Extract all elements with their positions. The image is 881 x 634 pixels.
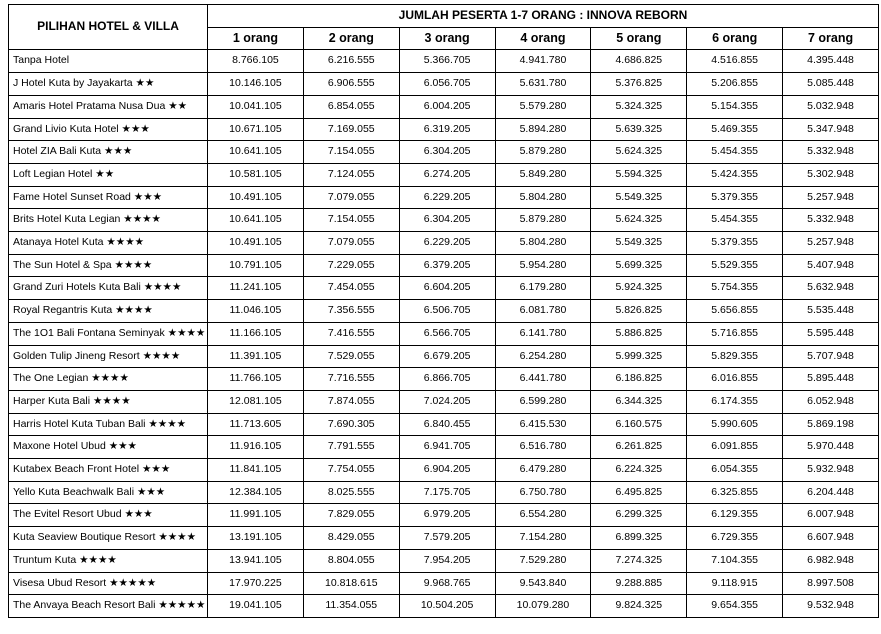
price-cell: 9.824.325 <box>591 595 687 618</box>
hotel-name-cell: Golden Tulip Jineng Resort ★★★★ <box>9 345 208 368</box>
price-cell: 5.924.325 <box>591 277 687 300</box>
price-cell: 9.118.915 <box>687 572 783 595</box>
price-cell: 6.141.780 <box>495 322 591 345</box>
price-cell: 7.079.055 <box>303 232 399 255</box>
price-cell: 6.904.205 <box>399 459 495 482</box>
price-cell: 11.766.105 <box>208 368 304 391</box>
price-cell: 5.804.280 <box>495 186 591 209</box>
price-cell: 6.304.205 <box>399 209 495 232</box>
price-cell: 6.941.705 <box>399 436 495 459</box>
price-cell: 5.302.948 <box>783 163 879 186</box>
hotel-name-cell: Harper Kuta Bali ★★★★ <box>9 390 208 413</box>
price-cell: 5.886.825 <box>591 322 687 345</box>
hotel-name-cell: The Sun Hotel & Spa ★★★★ <box>9 254 208 277</box>
price-cell: 6.840.455 <box>399 413 495 436</box>
price-cell: 5.407.948 <box>783 254 879 277</box>
price-cell: 5.829.355 <box>687 345 783 368</box>
price-cell: 8.804.055 <box>303 549 399 572</box>
hotel-name-cell: Grand Livio Kuta Hotel ★★★ <box>9 118 208 141</box>
price-cell: 6.325.855 <box>687 481 783 504</box>
price-cell: 6.604.205 <box>399 277 495 300</box>
hotel-name-cell: J Hotel Kuta by Jayakarta ★★ <box>9 73 208 96</box>
price-cell: 6.129.355 <box>687 504 783 527</box>
price-cell: 6.004.205 <box>399 95 495 118</box>
price-cell: 5.376.825 <box>591 73 687 96</box>
price-cell: 7.079.055 <box>303 186 399 209</box>
price-cell: 6.160.575 <box>591 413 687 436</box>
price-cell: 5.332.948 <box>783 141 879 164</box>
price-cell: 6.866.705 <box>399 368 495 391</box>
hotel-name-cell: The 1O1 Bali Fontana Seminyak ★★★★ <box>9 322 208 345</box>
table-row <box>9 368 879 391</box>
price-cell: 6.056.705 <box>399 73 495 96</box>
price-cell: 6.899.325 <box>591 527 687 550</box>
hotel-name-cell: Loft Legian Hotel ★★ <box>9 163 208 186</box>
hotel-name-cell: Truntum Kuta ★★★★ <box>9 549 208 572</box>
price-cell: 7.416.555 <box>303 322 399 345</box>
price-cell: 5.454.355 <box>687 209 783 232</box>
price-cell: 6.495.825 <box>591 481 687 504</box>
price-cell: 6.229.205 <box>399 186 495 209</box>
price-cell: 7.356.555 <box>303 300 399 323</box>
price-cell: 5.549.325 <box>591 232 687 255</box>
price-cell: 7.529.055 <box>303 345 399 368</box>
price-cell: 6.091.855 <box>687 436 783 459</box>
price-cell: 6.679.205 <box>399 345 495 368</box>
hotel-name-cell: Tanpa Hotel <box>9 50 208 73</box>
price-cell: 10.581.105 <box>208 163 304 186</box>
price-cell: 7.716.555 <box>303 368 399 391</box>
price-cell: 5.804.280 <box>495 232 591 255</box>
price-cell: 6.599.280 <box>495 390 591 413</box>
price-cell: 5.085.448 <box>783 73 879 96</box>
price-cell: 11.713.605 <box>208 413 304 436</box>
price-cell: 7.169.055 <box>303 118 399 141</box>
price-cell: 10.641.105 <box>208 141 304 164</box>
price-cell: 13.191.105 <box>208 527 304 550</box>
table-row <box>9 186 879 209</box>
price-cell: 5.624.325 <box>591 209 687 232</box>
price-cell: 5.970.448 <box>783 436 879 459</box>
price-cell: 5.894.280 <box>495 118 591 141</box>
price-cell: 11.046.105 <box>208 300 304 323</box>
table-row <box>9 300 879 323</box>
price-cell: 5.379.355 <box>687 232 783 255</box>
price-cell: 5.549.325 <box>591 186 687 209</box>
price-cell: 8.429.055 <box>303 527 399 550</box>
price-cell: 5.257.948 <box>783 232 879 255</box>
price-cell: 5.424.355 <box>687 163 783 186</box>
price-cell: 12.384.105 <box>208 481 304 504</box>
price-cell: 5.324.325 <box>591 95 687 118</box>
table-row <box>9 163 879 186</box>
hotel-name-cell: The Evitel Resort Ubud ★★★ <box>9 504 208 527</box>
price-cell: 5.535.448 <box>783 300 879 323</box>
price-cell: 10.641.105 <box>208 209 304 232</box>
price-cell: 9.968.765 <box>399 572 495 595</box>
price-cell: 6.750.780 <box>495 481 591 504</box>
table-row <box>9 232 879 255</box>
price-cell: 6.229.205 <box>399 232 495 255</box>
price-cell: 7.454.055 <box>303 277 399 300</box>
table-row <box>9 549 879 572</box>
price-cell: 6.906.555 <box>303 73 399 96</box>
column-header: 1 orang <box>208 27 304 50</box>
table-row <box>9 254 879 277</box>
price-cell: 7.954.205 <box>399 549 495 572</box>
price-cell: 7.874.055 <box>303 390 399 413</box>
price-cell: 9.288.885 <box>591 572 687 595</box>
hotel-name-cell: Fame Hotel Sunset Road ★★★ <box>9 186 208 209</box>
price-cell: 6.516.780 <box>495 436 591 459</box>
hotel-name-cell: Grand Zuri Hotels Kuta Bali ★★★★ <box>9 277 208 300</box>
price-cell: 10.671.105 <box>208 118 304 141</box>
price-cell: 7.829.055 <box>303 504 399 527</box>
price-cell: 5.869.198 <box>783 413 879 436</box>
price-cell: 6.379.205 <box>399 254 495 277</box>
price-cell: 5.879.280 <box>495 141 591 164</box>
hotel-name-cell: Harris Hotel Kuta Tuban Bali ★★★★ <box>9 413 208 436</box>
table-row <box>9 209 879 232</box>
price-cell: 4.941.780 <box>495 50 591 73</box>
price-cell: 5.895.448 <box>783 368 879 391</box>
hotel-name-cell: Atanaya Hotel Kuta ★★★★ <box>9 232 208 255</box>
price-cell: 6.979.205 <box>399 504 495 527</box>
table-row <box>9 118 879 141</box>
price-cell: 6.299.325 <box>591 504 687 527</box>
price-cell: 5.624.325 <box>591 141 687 164</box>
price-cell: 13.941.105 <box>208 549 304 572</box>
price-cell: 7.175.705 <box>399 481 495 504</box>
price-cell: 5.990.605 <box>687 413 783 436</box>
price-cell: 5.579.280 <box>495 95 591 118</box>
price-cell: 5.469.355 <box>687 118 783 141</box>
price-cell: 10.079.280 <box>495 595 591 618</box>
table-row <box>9 527 879 550</box>
price-cell: 5.656.855 <box>687 300 783 323</box>
price-cell: 5.595.448 <box>783 322 879 345</box>
hotel-name-cell: Brits Hotel Kuta Legian ★★★★ <box>9 209 208 232</box>
price-cell: 7.154.055 <box>303 141 399 164</box>
price-cell: 6.441.780 <box>495 368 591 391</box>
table-row <box>9 277 879 300</box>
price-cell: 6.174.355 <box>687 390 783 413</box>
price-cell: 7.024.205 <box>399 390 495 413</box>
price-cell: 7.529.280 <box>495 549 591 572</box>
price-cell: 6.007.948 <box>783 504 879 527</box>
price-cell: 6.729.355 <box>687 527 783 550</box>
price-cell: 5.754.355 <box>687 277 783 300</box>
price-cell: 5.454.355 <box>687 141 783 164</box>
price-cell: 12.081.105 <box>208 390 304 413</box>
price-cell: 6.344.325 <box>591 390 687 413</box>
hotel-name-cell: The One Legian ★★★★ <box>9 368 208 391</box>
price-cell: 6.554.280 <box>495 504 591 527</box>
price-cell: 7.154.055 <box>303 209 399 232</box>
price-cell: 5.332.948 <box>783 209 879 232</box>
hotel-name-cell: Kuta Seaview Boutique Resort ★★★★ <box>9 527 208 550</box>
table-row <box>9 390 879 413</box>
table-row <box>9 322 879 345</box>
price-cell: 8.997.508 <box>783 572 879 595</box>
price-cell: 6.506.705 <box>399 300 495 323</box>
price-cell: 10.504.205 <box>399 595 495 618</box>
price-cell: 5.954.280 <box>495 254 591 277</box>
price-cell: 10.041.105 <box>208 95 304 118</box>
price-cell: 5.879.280 <box>495 209 591 232</box>
price-cell: 6.319.205 <box>399 118 495 141</box>
price-cell: 7.579.205 <box>399 527 495 550</box>
price-cell: 5.716.855 <box>687 322 783 345</box>
price-cell: 6.186.825 <box>591 368 687 391</box>
price-cell: 5.379.355 <box>687 186 783 209</box>
price-cell: 10.818.615 <box>303 572 399 595</box>
hotel-name-cell: Amaris Hotel Pratama Nusa Dua ★★ <box>9 95 208 118</box>
table-row <box>9 73 879 96</box>
table-row <box>9 50 879 73</box>
hotel-name-cell: Kutabex Beach Front Hotel ★★★ <box>9 459 208 482</box>
price-cell: 6.479.280 <box>495 459 591 482</box>
price-cell: 5.707.948 <box>783 345 879 368</box>
price-cell: 11.166.105 <box>208 322 304 345</box>
price-cell: 6.261.825 <box>591 436 687 459</box>
price-cell: 6.216.555 <box>303 50 399 73</box>
table-row <box>9 595 879 618</box>
price-cell: 17.970.225 <box>208 572 304 595</box>
price-cell: 8.766.105 <box>208 50 304 73</box>
table-row <box>9 481 879 504</box>
price-cell: 5.699.325 <box>591 254 687 277</box>
column-header: 3 orang <box>399 27 495 50</box>
price-cell: 6.224.325 <box>591 459 687 482</box>
price-cell: 10.491.105 <box>208 232 304 255</box>
table-row <box>9 345 879 368</box>
price-cell: 10.491.105 <box>208 186 304 209</box>
table-row <box>9 95 879 118</box>
price-cell: 5.594.325 <box>591 163 687 186</box>
price-cell: 5.849.280 <box>495 163 591 186</box>
price-cell: 6.081.780 <box>495 300 591 323</box>
price-cell: 5.366.705 <box>399 50 495 73</box>
table-row <box>9 413 879 436</box>
price-cell: 5.206.855 <box>687 73 783 96</box>
price-cell: 4.516.855 <box>687 50 783 73</box>
hotel-price-table <box>8 4 879 618</box>
price-cell: 9.654.355 <box>687 595 783 618</box>
price-cell: 6.566.705 <box>399 322 495 345</box>
price-cell: 7.791.555 <box>303 436 399 459</box>
price-cell: 6.415.530 <box>495 413 591 436</box>
price-cell: 5.032.948 <box>783 95 879 118</box>
price-cell: 9.543.840 <box>495 572 591 595</box>
price-cell: 10.791.105 <box>208 254 304 277</box>
column-header: 5 orang <box>591 27 687 50</box>
price-cell: 6.179.280 <box>495 277 591 300</box>
price-cell: 19.041.105 <box>208 595 304 618</box>
hotel-column-header: PILIHAN HOTEL & VILLA <box>9 5 208 50</box>
price-cell: 11.391.105 <box>208 345 304 368</box>
price-cell: 7.124.055 <box>303 163 399 186</box>
price-cell: 5.347.948 <box>783 118 879 141</box>
price-cell: 5.932.948 <box>783 459 879 482</box>
price-cell: 11.241.105 <box>208 277 304 300</box>
price-cell: 10.146.105 <box>208 73 304 96</box>
column-header: 2 orang <box>303 27 399 50</box>
price-cell: 5.631.780 <box>495 73 591 96</box>
price-cell: 7.154.280 <box>495 527 591 550</box>
hotel-name-cell: Maxone Hotel Ubud ★★★ <box>9 436 208 459</box>
price-cell: 6.254.280 <box>495 345 591 368</box>
table-row <box>9 141 879 164</box>
hotel-name-cell: Visesa Ubud Resort ★★★★★ <box>9 572 208 595</box>
price-cell: 5.257.948 <box>783 186 879 209</box>
price-cell: 6.052.948 <box>783 390 879 413</box>
hotel-name-cell: Yello Kuta Beachwalk Bali ★★★ <box>9 481 208 504</box>
price-cell: 11.354.055 <box>303 595 399 618</box>
table-row <box>9 572 879 595</box>
price-cell: 5.529.355 <box>687 254 783 277</box>
price-cell: 6.204.448 <box>783 481 879 504</box>
participants-group-header: JUMLAH PESERTA 1-7 ORANG : INNOVA REBORN <box>208 5 879 28</box>
price-cell: 11.991.105 <box>208 504 304 527</box>
table-body <box>9 50 879 618</box>
price-cell: 5.639.325 <box>591 118 687 141</box>
price-cell: 6.607.948 <box>783 527 879 550</box>
price-cell: 6.016.855 <box>687 368 783 391</box>
price-cell: 7.229.055 <box>303 254 399 277</box>
hotel-name-cell: The Anvaya Beach Resort Bali ★★★★★ <box>9 595 208 618</box>
price-cell: 11.841.105 <box>208 459 304 482</box>
table-row <box>9 436 879 459</box>
price-cell: 6.982.948 <box>783 549 879 572</box>
price-cell: 5.999.325 <box>591 345 687 368</box>
price-cell: 7.754.055 <box>303 459 399 482</box>
price-cell: 8.025.555 <box>303 481 399 504</box>
column-header: 7 orang <box>783 27 879 50</box>
price-cell: 6.304.205 <box>399 141 495 164</box>
price-cell: 9.532.948 <box>783 595 879 618</box>
column-header: 6 orang <box>687 27 783 50</box>
hotel-name-cell: Hotel ZIA Bali Kuta ★★★ <box>9 141 208 164</box>
price-cell: 7.104.355 <box>687 549 783 572</box>
price-cell: 5.632.948 <box>783 277 879 300</box>
price-cell: 11.916.105 <box>208 436 304 459</box>
price-cell: 7.690.305 <box>303 413 399 436</box>
price-cell: 6.274.205 <box>399 163 495 186</box>
hotel-name-cell: Royal Regantris Kuta ★★★★ <box>9 300 208 323</box>
price-cell: 5.826.825 <box>591 300 687 323</box>
price-cell: 6.054.355 <box>687 459 783 482</box>
table-row <box>9 504 879 527</box>
price-cell: 6.854.055 <box>303 95 399 118</box>
price-cell: 5.154.355 <box>687 95 783 118</box>
table-row <box>9 459 879 482</box>
price-cell: 7.274.325 <box>591 549 687 572</box>
price-cell: 4.395.448 <box>783 50 879 73</box>
price-cell: 4.686.825 <box>591 50 687 73</box>
column-header: 4 orang <box>495 27 591 50</box>
